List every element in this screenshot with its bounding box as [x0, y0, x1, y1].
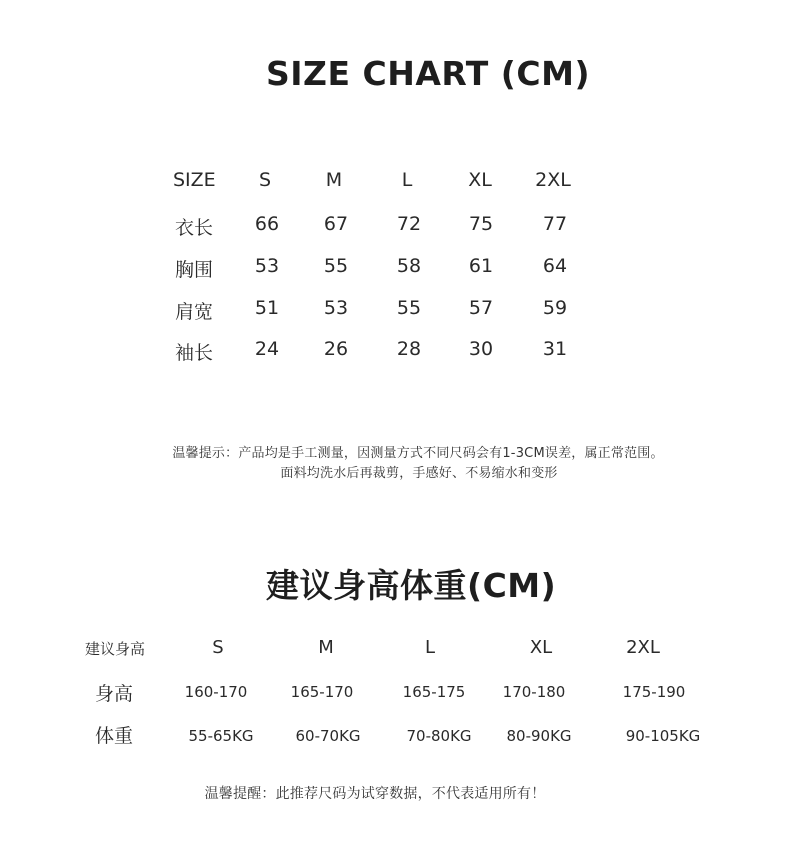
measurement-note: 温馨提示：产品均是手工测量，因测量方式不同尺码会有1-3CM误差，属正常范围。 [172, 446, 664, 461]
size-cell: 72 [396, 213, 422, 235]
size-header-l: L [401, 169, 413, 191]
recommend-cell: 60-70KG [295, 727, 361, 745]
recommend-cell: 160-170 [184, 683, 248, 701]
size-row-label: 衣长 [175, 217, 214, 239]
size-cell: 24 [254, 338, 280, 360]
size-cell: 31 [542, 338, 568, 360]
fabric-note: 面料均洗水后再裁剪，手感好、不易缩水和变形 [280, 466, 558, 481]
recommend-cell: 170-180 [502, 683, 566, 701]
size-cell: 61 [468, 255, 494, 277]
recommend-cell: 165-170 [290, 683, 354, 701]
recommend-header-label: 建议身高 [85, 640, 146, 658]
size-cell: 57 [468, 297, 494, 319]
recommend-header-m: M [318, 637, 334, 658]
size-header-label: SIZE [173, 169, 216, 191]
size-header-2xl: 2XL [535, 169, 571, 191]
size-header-m: M [325, 169, 343, 191]
size-header-xl: XL [468, 169, 492, 191]
size-cell: 55 [396, 297, 422, 319]
size-cell: 67 [323, 213, 349, 235]
recommend-header-2xl: 2XL [626, 637, 660, 658]
size-cell: 26 [323, 338, 349, 360]
recommend-note: 温馨提醒：此推荐尺码为试穿数据，不代表适用所有！ [204, 786, 546, 802]
size-cell: 75 [468, 213, 494, 235]
size-cell: 28 [396, 338, 422, 360]
recommend-cell: 90-105KG [625, 727, 701, 745]
size-cell: 77 [542, 213, 568, 235]
recommend-row-label: 身高 [95, 683, 134, 705]
size-cell: 55 [323, 255, 349, 277]
size-cell: 53 [254, 255, 280, 277]
size-row-label: 胸围 [175, 259, 214, 281]
size-chart-title: SIZE CHART (CM) [266, 54, 591, 93]
recommend-cell: 80-90KG [506, 727, 572, 745]
recommend-cell: 165-175 [402, 683, 466, 701]
recommend-cell: 55-65KG [188, 727, 254, 745]
recommend-header-xl: XL [529, 637, 553, 658]
size-cell: 59 [542, 297, 568, 319]
size-cell: 30 [468, 338, 494, 360]
size-header-s: S [258, 169, 272, 191]
size-row-label: 肩宽 [175, 301, 214, 323]
recommend-header-s: S [212, 637, 224, 658]
size-cell: 51 [254, 297, 280, 319]
recommend-cell: 175-190 [622, 683, 686, 701]
size-cell: 64 [542, 255, 568, 277]
size-cell: 53 [323, 297, 349, 319]
recommend-row-label: 体重 [95, 725, 134, 747]
size-row-label: 袖长 [175, 342, 214, 364]
recommend-cell: 70-80KG [406, 727, 472, 745]
size-cell: 58 [396, 255, 422, 277]
recommend-title: 建议身高体重(CM) [266, 566, 557, 605]
size-cell: 66 [254, 213, 280, 235]
recommend-header-l: L [424, 637, 436, 658]
